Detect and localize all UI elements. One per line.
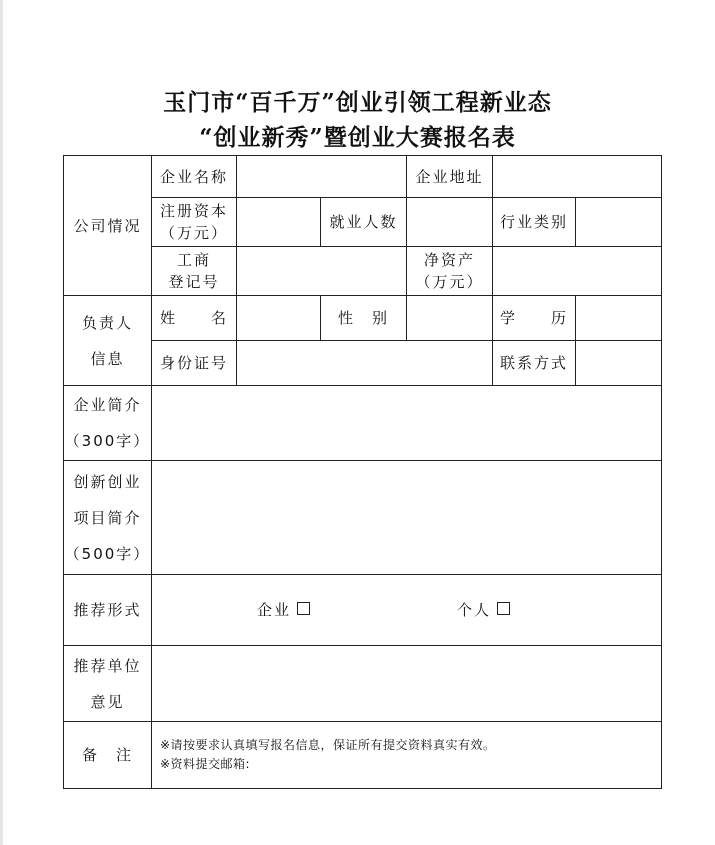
contact-label: 联系方式 — [492, 340, 576, 386]
gender-input[interactable] — [406, 295, 493, 341]
form-title-line1: 玉门市“百千万”创业引领工程新业态 — [163, 89, 552, 116]
industry-label: 行业类别 — [492, 197, 576, 247]
net-assets-input[interactable] — [492, 246, 662, 296]
company-name-label: 企业名称 — [151, 155, 237, 198]
option-enterprise[interactable] — [257, 599, 310, 621]
section-recommend-form-label: 推荐形式 — [63, 574, 152, 646]
gender-label: 性 别 — [320, 295, 407, 341]
option-individual[interactable] — [457, 599, 510, 621]
employees-input[interactable] — [406, 197, 493, 247]
id-number-label: 身份证号 — [151, 340, 237, 386]
company-intro-input[interactable] — [151, 385, 662, 461]
recommend-form-options — [151, 574, 662, 646]
net-assets-label: 净资产 （万元） — [406, 246, 493, 296]
registered-capital-label: 注册资本 （万元） — [151, 197, 237, 247]
business-reg-no-label: 工商 登记号 — [151, 246, 237, 296]
option-enterprise-label: 企业 — [257, 601, 292, 619]
enterprise-checkbox[interactable] — [297, 602, 310, 615]
section-recommend-opinion-label: 推荐单位 意见 — [63, 645, 152, 722]
company-address-input[interactable] — [492, 155, 662, 198]
recommend-opinion-input[interactable] — [151, 645, 662, 722]
name-input[interactable] — [236, 295, 321, 341]
section-company-label: 公司情况 — [63, 155, 152, 296]
contact-input[interactable] — [575, 340, 662, 386]
option-individual-label: 个人 — [457, 601, 492, 619]
company-address-label: 企业地址 — [406, 155, 493, 198]
section-remarks-label: 备 注 — [63, 721, 152, 789]
section-owner-label: 负责人 信息 — [63, 295, 152, 386]
id-number-input[interactable] — [236, 340, 493, 386]
industry-input[interactable] — [575, 197, 662, 247]
education-input[interactable] — [575, 295, 662, 341]
employees-label: 就业人数 — [320, 197, 407, 247]
project-intro-input[interactable] — [151, 460, 662, 575]
name-label: 姓 名 — [151, 295, 237, 341]
business-reg-no-input[interactable] — [236, 246, 407, 296]
form-title-line2: “创业新秀”暨创业大赛报名表 — [199, 124, 516, 151]
company-name-input[interactable] — [236, 155, 407, 198]
section-project-label: 创新创业 项目简介 （500字） — [63, 460, 152, 575]
registered-capital-input[interactable] — [236, 197, 321, 247]
individual-checkbox[interactable] — [497, 602, 510, 615]
education-label: 学 历 — [492, 295, 576, 341]
section-intro-label: 企业简介 （300字） — [63, 385, 152, 461]
remarks-text: ※请按要求认真填写报名信息，保证所有提交资料真实有效。 ※资料提交邮箱: — [151, 721, 662, 789]
